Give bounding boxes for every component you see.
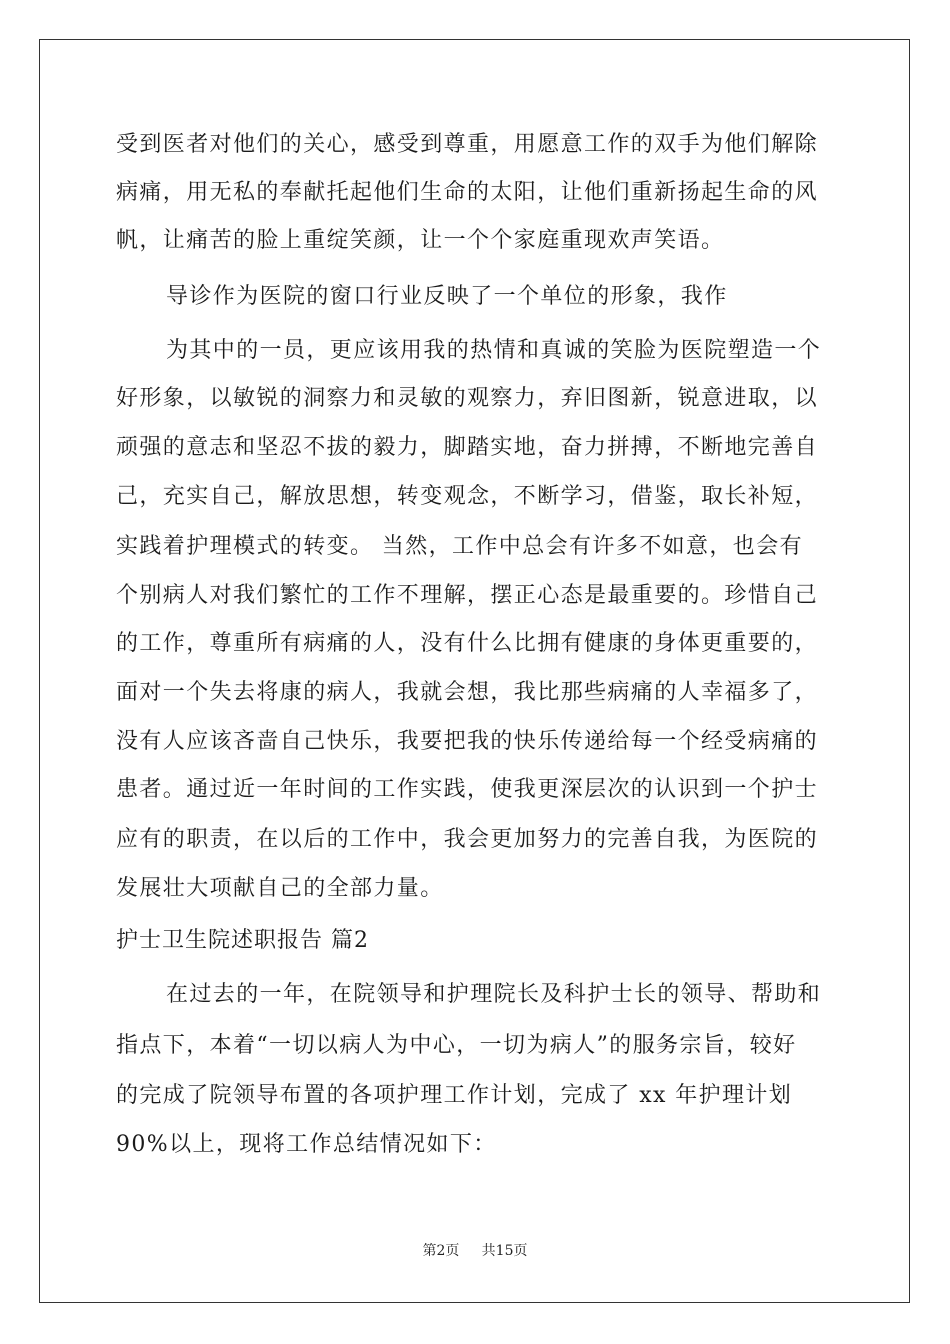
body-line: 实践着护理模式的转变。 当然，工作中总会有许多不如意，也会有 xyxy=(116,534,803,559)
body-line: 发展壮大项献自己的全部力量。 xyxy=(116,876,444,901)
body-line: 在过去的一年，在院领导和护理院长及科护士长的领导、帮助和 xyxy=(166,982,822,1007)
body-line: 90%以上，现将工作总结情况如下： xyxy=(116,1132,497,1157)
body-line: 患者。通过近一年时间的工作实践，使我更深层次的认识到一个护士 xyxy=(116,777,819,802)
body-line: 个别病人对我们繁忙的工作不理解，摆正心态是最重要的。珍惜自己 xyxy=(116,583,819,608)
body-line: 的工作，尊重所有病痛的人，没有什么比拥有健康的身体更重要的， xyxy=(116,631,819,656)
body-line: 病痛，用无私的奉献托起他们生命的太阳，让他们重新扬起生命的风 xyxy=(116,180,819,205)
body-line: 面对一个失去将康的病人，我就会想，我比那些病痛的人幸福多了， xyxy=(116,680,819,705)
body-line: 的完成了院领导布置的各项护理工作计划，完成了 xx 年护理计划 xyxy=(116,1083,793,1108)
body-line: 没有人应该吝啬自己快乐，我要把我的快乐传递给每一个经受病痛的 xyxy=(116,729,819,754)
body-line: 应有的职责，在以后的工作中，我会更加努力的完善自我，为医院的 xyxy=(116,827,819,852)
body-line: 受到医者对他们的关心，感受到尊重，用愿意工作的双手为他们解除 xyxy=(116,132,819,157)
body-line: 为其中的一员，更应该用我的热情和真诚的笑脸为医院塑造一个 xyxy=(166,338,822,363)
page-footer xyxy=(0,1240,950,1260)
page-total: 共15页 xyxy=(481,1243,528,1259)
body-line: 好形象，以敏锐的洞察力和灵敏的观察力，弃旧图新，锐意进取，以 xyxy=(116,386,819,411)
body-line: 导诊作为医院的窗口行业反映了一个单位的形象，我作 xyxy=(166,284,728,309)
page-number: 第2页 xyxy=(422,1243,460,1259)
body-line: 己，充实自己，解放思想，转变观念，不断学习，借鉴，取长补短， xyxy=(116,484,819,509)
body-line: 帆，让痛苦的脸上重绽笑颜，让一个个家庭重现欢声笑语。 xyxy=(116,228,725,253)
section-heading: 护士卫生院述职报告 篇2 xyxy=(116,928,369,953)
body-line: 顽强的意志和坚忍不拔的毅力，脚踏实地，奋力拼搏，不断地完善自 xyxy=(116,435,819,460)
body-line: 指点下，本着“一切以病人为中心，一切为病人”的服务宗旨，较好 xyxy=(116,1033,797,1058)
